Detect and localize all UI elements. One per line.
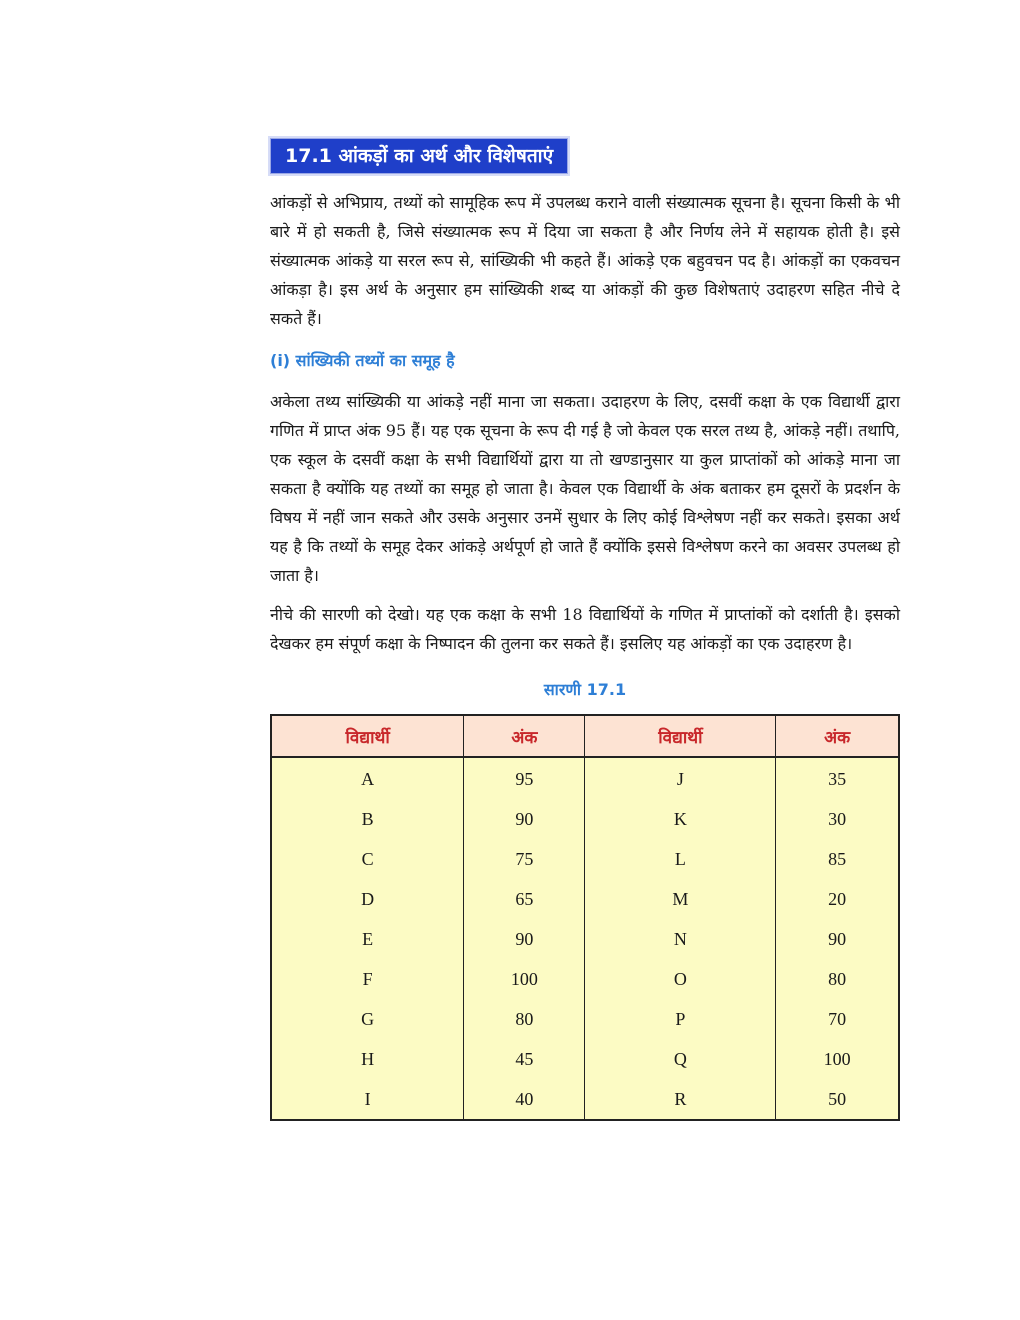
student-cell: J — [585, 757, 776, 799]
marks-cell: 90 — [464, 919, 585, 959]
marks-cell: 80 — [776, 959, 899, 999]
marks-cell: 95 — [464, 757, 585, 799]
marks-cell: 85 — [776, 839, 899, 879]
student-cell: K — [585, 799, 776, 839]
section-heading: 17.1 आंकड़ों का अर्थ और विशेषताएं — [270, 138, 568, 174]
student-cell: B — [271, 799, 464, 839]
marks-cell: 75 — [464, 839, 585, 879]
table-row — [271, 919, 899, 959]
marks-cell: 20 — [776, 879, 899, 919]
marks-cell: 70 — [776, 999, 899, 1039]
marks-cell: 50 — [776, 1079, 899, 1120]
table-row — [271, 1079, 899, 1120]
marks-cell: 100 — [776, 1039, 899, 1079]
student-cell: H — [271, 1039, 464, 1079]
student-cell: G — [271, 999, 464, 1039]
table-row — [271, 999, 899, 1039]
student-cell: L — [585, 839, 776, 879]
marks-cell: 90 — [464, 799, 585, 839]
header-marks-2: अंक — [776, 715, 899, 757]
student-cell: P — [585, 999, 776, 1039]
marks-cell: 45 — [464, 1039, 585, 1079]
table-row — [271, 959, 899, 999]
table-row — [271, 879, 899, 919]
student-cell: E — [271, 919, 464, 959]
intro-paragraph: आंकड़ों से अभिप्राय, तथ्यों को सामूहिक रूप में उपलब्ध कराने वाली संख्यात्मक सूचना है। सूचना किसी के भी बारे में हो सकती है, जिसे संख्यात्मक रूप में दिया जा सकता है और निर्णय लेने में सहायक होती है। इसे संख्यात्मक आंकड़े या सरल रूप से, सांख्यिकी भी कहते हैं। आंकड़े एक बहुवचन पद है। आंकड़ों का एकवचन आंकड़ा है। इस अर्थ के अनुसार हम सांख्यिकी शब्द या आंकड़ों की कुछ विशेषताएं उदाहरण सहित नीचे दे सकते हैं। — [270, 193, 900, 328]
subsection-heading: (i) सांख्यिकी तथ्यों का समूह है — [270, 351, 455, 370]
table-row — [271, 1039, 899, 1079]
student-cell: Q — [585, 1039, 776, 1079]
header-student-1: विद्यार्थी — [271, 715, 464, 757]
subsection-paragraph-2: नीचे की सारणी को देखो। यह एक कक्षा के सभी 18 विद्यार्थियों के गणित में प्राप्तांकों को दर्शाती है। इसको देखकर हम संपूर्ण कक्षा के निष्पादन की तुलना कर सकते हैं। इसलिए यह आंकड़ों का एक उदाहरण है। — [270, 605, 900, 653]
marks-cell: 100 — [464, 959, 585, 999]
header-student-2: विद्यार्थी — [585, 715, 776, 757]
student-cell: O — [585, 959, 776, 999]
table-caption: सारणी 17.1 — [543, 680, 627, 699]
student-cell: C — [271, 839, 464, 879]
student-cell: N — [585, 919, 776, 959]
header-marks-1: अंक — [464, 715, 585, 757]
student-cell: D — [271, 879, 464, 919]
marks-table — [270, 714, 900, 1121]
student-cell: R — [585, 1079, 776, 1120]
marks-cell: 35 — [776, 757, 899, 799]
marks-cell: 80 — [464, 999, 585, 1039]
page-content — [270, 138, 900, 1121]
table-row — [271, 757, 899, 799]
marks-cell: 65 — [464, 879, 585, 919]
student-cell: F — [271, 959, 464, 999]
table-row — [271, 839, 899, 879]
student-cell: M — [585, 879, 776, 919]
marks-cell: 90 — [776, 919, 899, 959]
student-cell: A — [271, 757, 464, 799]
marks-cell: 40 — [464, 1079, 585, 1120]
table-header-row — [271, 715, 899, 757]
marks-cell: 30 — [776, 799, 899, 839]
table-row — [271, 799, 899, 839]
subsection-paragraph-1: अकेला तथ्य सांख्यिकी या आंकड़े नहीं माना जा सकता। उदाहरण के लिए, दसवीं कक्षा के एक विद्यार्थी द्वारा गणित में प्राप्त अंक 95 हैं। यह एक सूचना के रूप दी गई है जो केवल एक सरल तथ्य है, आंकड़े नहीं। तथापि, एक स्कूल के दसवीं कक्षा के सभी विद्यार्थियों द्वारा या तो खण्डानुसार या कुल प्राप्तांकों को आंकड़े माना जा सकता है क्योंकि यह तथ्यों का समूह हो जाता है। केवल एक विद्यार्थी के अंक बताकर हम दूसरों के प्रदर्शन के विषय में नहीं जान सकते और उसके अनुसार उनमें सुधार के लिए कोई विश्लेषण नहीं कर सकते। इसका अर्थ यह है कि तथ्यों के समूह देकर आंकड़े अर्थपूर्ण हो जाते हैं क्योंकि इससे विश्लेषण करने का अवसर उपलब्ध हो जाता है। — [270, 392, 900, 585]
student-cell: I — [271, 1079, 464, 1120]
